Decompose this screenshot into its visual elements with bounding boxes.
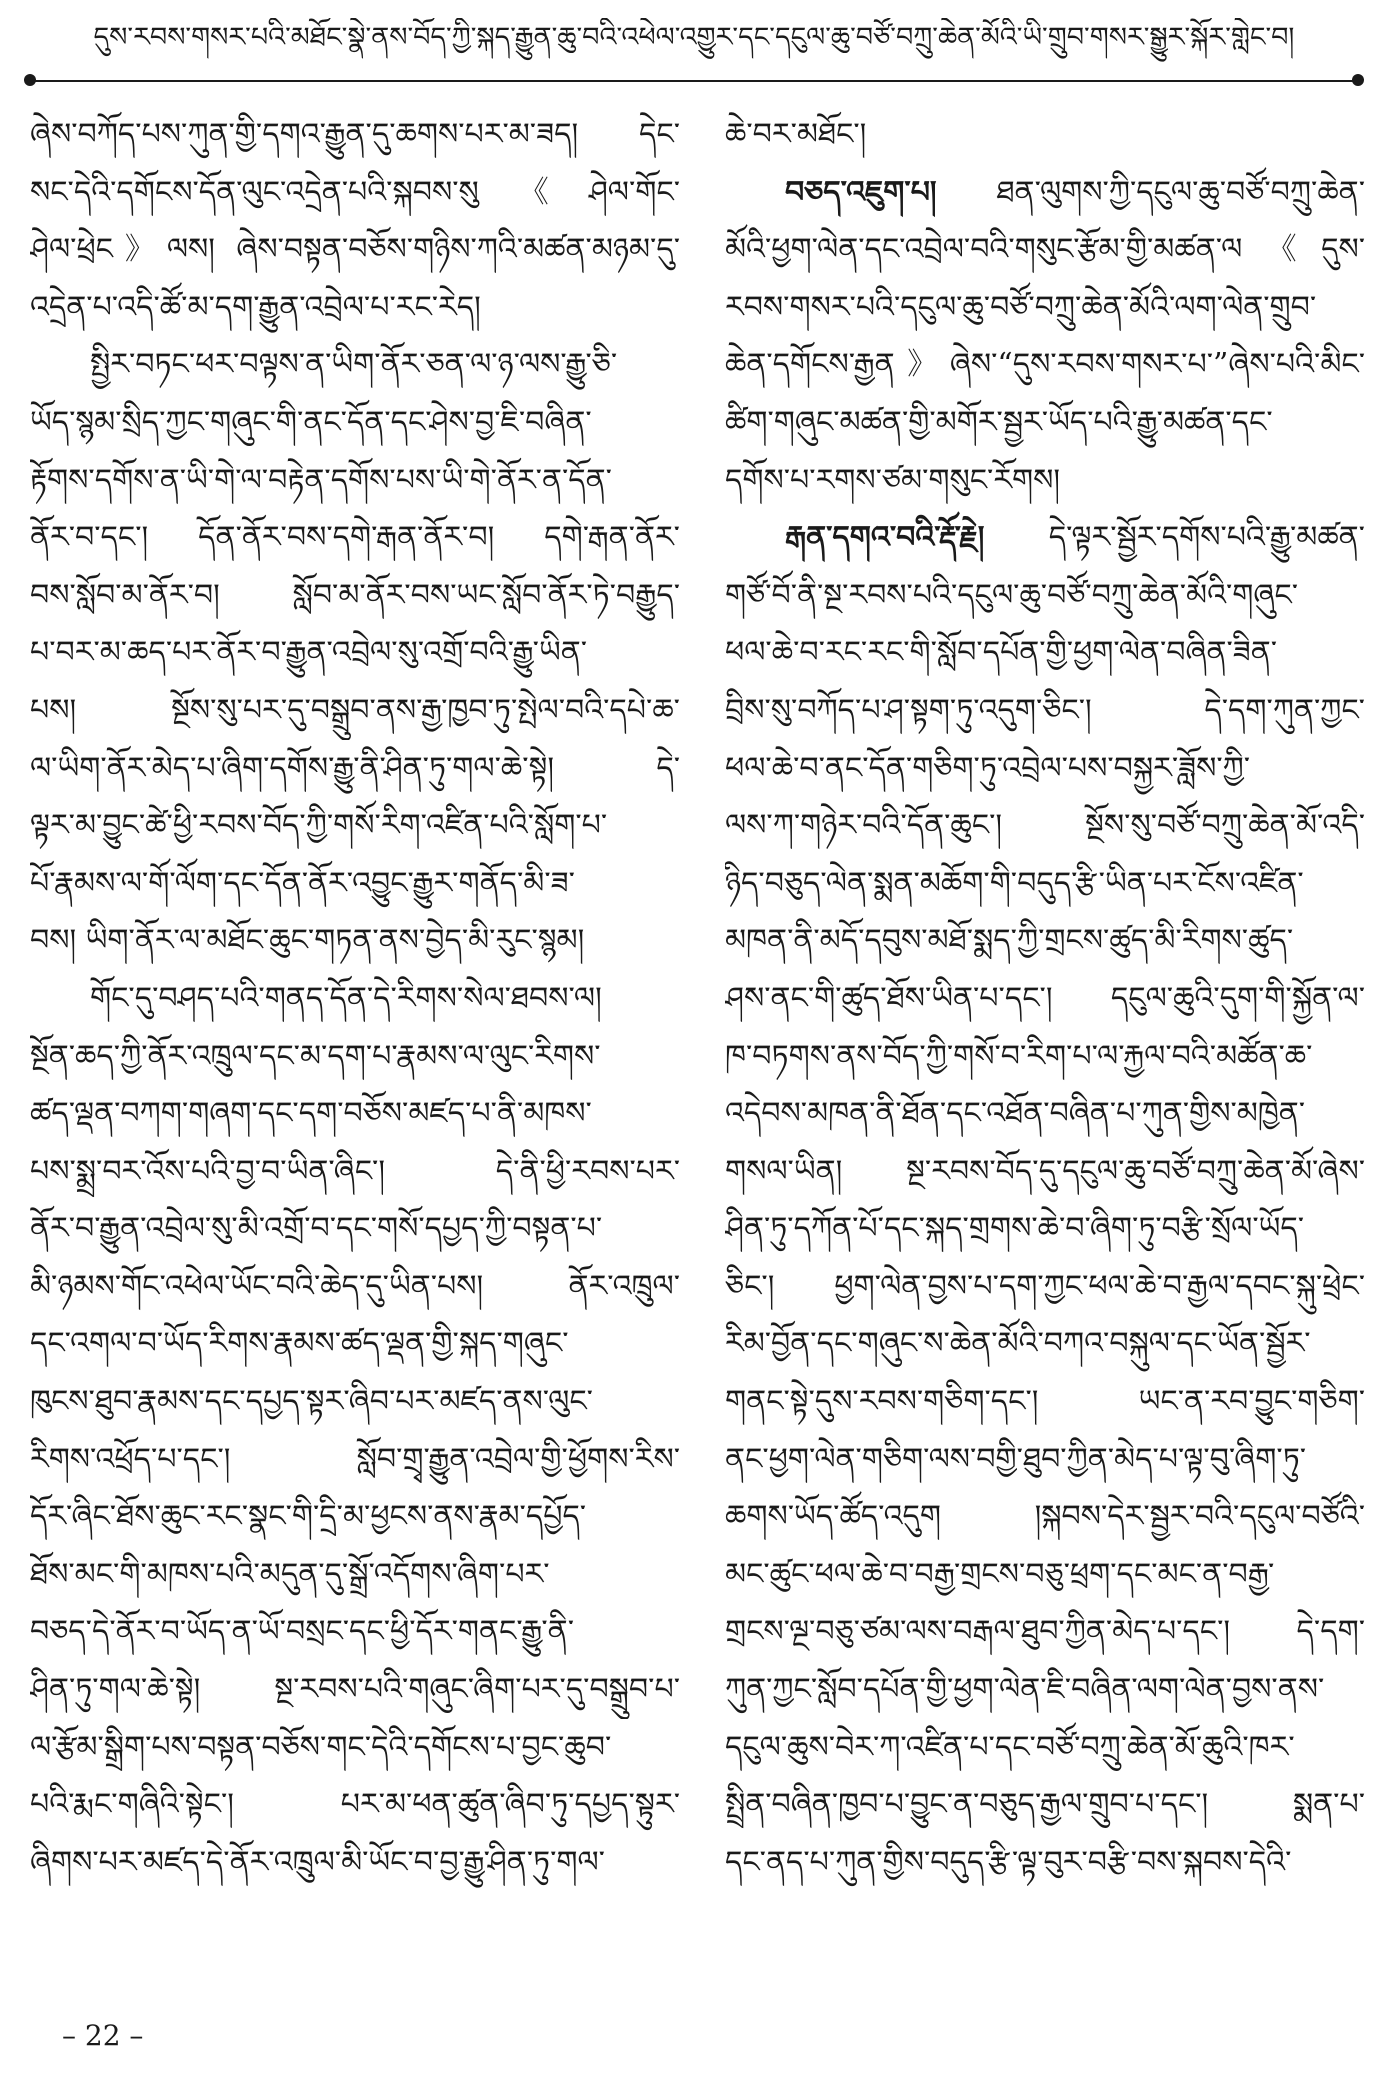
left-column-line: མི་ཉམས་གོང་འཕེལ་ཡོང་བའི་ཆེད་དུ་ཡིན་པས། ནོར་འཁྲུལ་	[30, 1268, 680, 1304]
left-column-line: ཚད་ལྡན་བཀག་གཞག་དང་དག་བཅོས་མཛད་པ་ནི་མཁས་	[30, 1096, 592, 1132]
right-column-line: རབས་གསར་པའི་དངུལ་ཆུ་བཙོ་བཀྲུ་ཆེན་མོའི་ལག་ལེན་གྲུབ་	[725, 289, 1317, 325]
left-column-line: བས་སློབ་མ་ནོར་བ། སློབ་མ་ནོར་བས་ཡང་སློབ་ནོར་ཏེ་བརྒྱུད་	[30, 577, 680, 613]
left-column-line: སྔོན་ཆད་ཀྱི་ནོར་འཁྲུལ་དང་མ་དག་པ་རྣམས་ལ་ལུང་རིགས་	[30, 1038, 601, 1074]
right-column-line: ཆེན་དགོངས་རྒྱན》ཞེས་“དུས་རབས་གསར་པ་”ཞེས་པའི་མིང་	[725, 347, 1365, 383]
left-column-line: ནོར་བ་རྒྱུན་འབྲེལ་སུ་མི་འགྲོ་བ་དང་གསོ་དཔྱད་ཀྱི་བསྟན་པ་	[30, 1211, 603, 1247]
left-column-line: པོ་རྣམས་ལ་གོ་ལོག་དང་དོན་ནོར་འབྱུང་རྒྱུར་གནོད་མི་ཟ་	[30, 865, 575, 901]
left-column-line: གོང་དུ་བཤད་པའི་གནད་དོན་དེ་རིགས་སེལ་ཐབས་ལ།	[90, 980, 602, 1016]
left-column-line: ཤིན་ཏུ་གལ་ཆེ་སྟེ། སྔ་རབས་པའི་གཞུང་ཞིག་པར་དུ་བསྒྲུབ་པ་	[30, 1672, 680, 1708]
right-column-line: གསལ་ཡིན། སྔ་རབས་བོད་དུ་དངུལ་ཆུ་བཙོ་བཀྲུ་ཆེན་མོ་ཞེས་	[725, 1153, 1365, 1189]
right-column-line: ཕལ་ཆེ་བ་ནང་དོན་གཅིག་ཏུ་འབྲེལ་པས་བསྐྱར་ཟློས་ཀྱི་	[725, 750, 1251, 786]
header-rule-dot-right	[1352, 74, 1364, 86]
section-lead-heading: བཅད་འཇུག་པ།	[785, 174, 937, 210]
right-column-line: རིམ་བྱོན་དང་གཞུང་ས་ཆེན་མོའི་བཀའ་བསྐུལ་དང་ཡོན་སྦྱོར་	[725, 1326, 1311, 1362]
left-column-line: ཞིགས་པར་མཛད་དེ་ནོར་འཁྲུལ་མི་ཡོང་བ་བྱ་རྒྱུ་ཤིན་ཏུ་གལ་	[30, 1844, 605, 1880]
right-column-line: དངུལ་ཆུས་བེར་ཀ་འཛིན་པ་དང་བཙོ་བཀྲུ་ཆེན་མོ་ཆུའི་ཁར་	[725, 1729, 1295, 1765]
right-column-line: ཁ་བཏགས་ནས་བོད་ཀྱི་གསོ་བ་རིག་པ་ལ་རྐྱལ་བའི་མཚོན་ཆ་	[725, 1038, 1313, 1074]
right-column-line: མཁན་ནི་མདོ་དབུས་མཐོ་སྨད་ཀྱི་གྲངས་ཚུད་མི་རིགས་ཚུད་	[725, 923, 1294, 959]
left-column-line: ཐོས་མང་གི་མཁས་པའི་མདུན་དུ་སྒྲོ་འདོགས་ཞིག་པར་	[30, 1556, 550, 1592]
left-column-line: ལ་རྩོམ་སྒྲིག་པས་བསྟན་བཅོས་གང་དེའི་དགོངས་པ་བྱང་ཆུབ་	[30, 1729, 612, 1765]
left-column-line: དང་འགལ་བ་ཡོད་རིགས་རྣམས་ཚད་ལྡན་གྱི་སྐད་གཞུང་	[30, 1326, 569, 1362]
right-column-line: དང་ནད་པ་ཀུན་གྱིས་བདུད་རྩི་ལྟ་བུར་བརྩི་བས་སྐབས་དེའི་	[725, 1844, 1292, 1880]
header-rule	[30, 80, 1358, 82]
right-column-line: བཅད་འཇུག་པ། ཐན་ལུགས་ཀྱི་དངུལ་ཆུ་བཙོ་བཀྲུ་ཆེན་	[785, 174, 1365, 210]
right-column-line: ཚིག་གཞུང་མཚན་གྱི་མགོར་སྦྱར་ཡོད་པའི་རྒྱུ་མཚན་དང་	[725, 404, 1273, 440]
right-column-line: རྒན་དགའ་བའི་རྡོ་རྗེ། དེ་ལྟར་སྦྱོར་དགོས་པའི་རྒྱུ་མཚན་	[785, 520, 1365, 556]
right-column-line: ཤས་ནང་གི་ཚུད་ཐོས་ཡིན་པ་དང་། དངུལ་ཆུའི་དུག་གི་སྐྱོན་ལ་	[725, 980, 1365, 1016]
right-column-line: ཅིང་། ཕྱག་ལེན་བྱས་པ་དག་ཀྱང་ཕལ་ཆེ་བ་རྒྱལ་དབང་སྐུ་ཕྲེང་	[725, 1268, 1365, 1304]
left-column-line: ཞེས་བཀོད་པས་ཀུན་གྱི་དགའ་རྒྱུན་དུ་ཆགས་པར་མ་ཟད། དེང་	[30, 117, 680, 152]
right-column-line: ཆགས་ཡོད་ཚོད་འདུག །སྐབས་དེར་སྦྱར་བའི་དངུལ་བཙོའི་	[725, 1499, 1365, 1535]
right-column-line: དགོས་པ་རགས་ཙམ་གསུང་རོགས།	[725, 462, 1061, 498]
right-column-line: ཤིན་ཏུ་དཀོན་པོ་དང་སྐད་གྲགས་ཆེ་བ་ཞིག་ཏུ་བརྩི་སྲོལ་ཡོད་	[725, 1211, 1305, 1247]
right-column-line: བྲིས་སུ་བཀོད་པ་ཤ་སྟག་ཏུ་འདུག་ཅིང་། དེ་དག་ཀུན་ཀྱང་	[725, 692, 1365, 728]
left-column-line: བས། ཡིག་ནོར་ལ་མཐོང་ཆུང་གཏན་ནས་བྱེད་མི་རུང་སྙམ།	[30, 923, 585, 959]
right-column-line: ཆེ་བར་མཐོང་།	[725, 117, 867, 152]
right-column-line: ལས་ཀ་གཉེར་བའི་དོན་ཆུང་། སྔོས་སུ་བཙོ་བཀྲུ་ཆེན་མོ་འདི་	[725, 808, 1365, 844]
right-column-line: ཀུན་ཀྱང་སློབ་དཔོན་གྱི་ཕྱག་ལེན་ཇི་བཞིན་ལག་ལེན་བྱས་ནས་	[725, 1672, 1325, 1708]
left-column-line: སང་དེའི་དགོངས་དོན་ལུང་འདྲེན་པའི་སྐབས་སུ《ཤེལ་གོང་	[30, 174, 680, 210]
left-column-line: སྤྱིར་བཏང་ཕར་བལྟས་ན་ཡིག་ནོར་ཅན་ལ་ཉ་ལས་རྒྱུ་ཅི་	[90, 347, 618, 383]
left-column-line: པས། སྔོས་སུ་པར་དུ་བསྒྲུབ་ནས་རྒྱ་ཁྱབ་ཏུ་སྤེལ་བའི་དཔེ་ཆ་	[30, 692, 680, 728]
left-column-line: ལ་ཡིག་ནོར་མེད་པ་ཞིག་དགོས་རྒྱུ་ནི་ཤིན་ཏུ་གལ་ཆེ་སྟེ། དེ་	[30, 750, 680, 786]
running-header: དུས་རབས་གསར་པའི་མཐོང་སྣེ་ནས་བོད་ཀྱི་སྐད་རྒྱུན་ཆུ་བའི་འཕེལ་འགྱུར་དང་དངུལ་ཆུ་བཙོ་བཀྲུ་ཆེན་མོའི་ཡི་གྲུབ་གསར་སྒྱུར་སྐོར་གླེང་བ།	[93, 22, 1295, 53]
left-column	[30, 106, 680, 1966]
left-column-line: ཡོད་སྙམ་སྲིད་ཀྱང་གཞུང་གི་ནང་དོན་དང་ཤེས་བྱ་ཇི་བཞིན་	[30, 404, 592, 440]
right-column-line: ཕལ་ཆེ་བ་རང་རང་གི་སློབ་དཔོན་གྱི་ཕྱག་ལེན་བཞིན་ཟིན་	[725, 635, 1278, 671]
left-column-line: ལྟར་མ་བྱུང་ཚེ་ཕྱི་རབས་བོད་ཀྱི་གསོ་རིག་འཛིན་པའི་སློག་པ་	[30, 808, 608, 844]
left-column-line: བཅད་དེ་ནོར་བ་ཡོད་ན་ཡོ་བསྲང་དང་ཕྱི་དོར་གནང་རྒྱུ་ནི་	[30, 1614, 574, 1650]
page-number: – 22 –	[62, 2019, 144, 2052]
left-column-line: དོར་ཞིང་ཐོས་ཆུང་རང་སྣང་གི་དྲི་མ་ཕྱངས་ནས་རྣམ་དཔྱོད་	[30, 1499, 587, 1535]
right-column-line: མོའི་ཕྱག་ལེན་དང་འབྲེལ་བའི་གསུང་རྩོམ་གྱི་མཚན་ལ《དུས་	[725, 232, 1365, 268]
right-column-line: གནང་སྟེ་དུས་རབས་གཅིག་དང་། ཡང་ན་རབ་བྱུང་གཅིག་	[725, 1384, 1365, 1420]
left-column-line: པས་སྨྲ་བར་འོས་པའི་བྱ་བ་ཡིན་ཞིང་། དེ་ནི་ཕྱི་རབས་པར་	[30, 1153, 680, 1189]
right-column-line: ནང་ཕྱག་ལེན་གཅིག་ལས་བགྱི་ཐུབ་ཀྱིན་མེད་པ་ལྟ་བུ་ཞིག་ཏུ་	[725, 1441, 1307, 1477]
section-lead-heading: རྒན་དགའ་བའི་རྡོ་རྗེ།	[785, 520, 985, 556]
right-column-line: འདེབས་མཁན་ནི་ཐོན་དང་འཐོན་བཞིན་པ་ཀུན་གྱིས་མཁྱེན་	[725, 1096, 1306, 1132]
left-column-line: ནོར་བ་དང་། དོན་ནོར་བས་དགེ་རྒན་ནོར་བ། དགེ་རྒན་ནོར་	[30, 520, 680, 556]
right-column-line: གྲངས་ལྔ་བཅུ་ཙམ་ལས་བརྒལ་ཐུབ་ཀྱིན་མེད་པ་དང་། དེ་དག་	[725, 1614, 1365, 1650]
left-column-line: ཁུངས་ཐུབ་རྣམས་དང་དཔྱད་སྟར་ཞིབ་པར་མཛད་ནས་ལུང་	[30, 1384, 593, 1420]
right-column-line: གཙོ་བོ་ནི་སྔ་རབས་པའི་དངུལ་ཆུ་བཙོ་བཀྲུ་ཆེན་མོའི་གཞུང་	[725, 577, 1299, 613]
right-column-line: ཉིད་བཅུད་ལེན་སྨན་མཆོག་གི་བདུད་རྩི་ཡིན་པར་ངོས་འཛིན་	[725, 865, 1304, 901]
left-column-line: ཤེལ་ཕྲེང》ལས། ཞེས་བསྟན་བཅོས་གཉིས་ཀའི་མཚན་མཉམ་དུ་	[30, 232, 680, 268]
right-column	[725, 106, 1365, 1966]
right-column-line: སྤྲིན་བཞིན་ཁྱབ་པ་བྱུང་ན་བཅུད་རྒྱལ་གྲུབ་པ་དང་། སྨན་པ་	[725, 1787, 1365, 1823]
left-column-line: འདྲེན་པ་འདི་ཚོ་མ་དག་རྒྱུན་འབྲེལ་པ་རང་རེད།	[30, 289, 481, 325]
right-column-line: མང་ཚུང་ཕལ་ཆེ་བ་བརྒྱ་གྲངས་བཅུ་ཕྲག་དང་མང་ན་བརྒྱ་	[725, 1556, 1275, 1592]
left-column-line: པ་བར་མ་ཆད་པར་ནོར་བ་རྒྱུན་འབྲེལ་སུ་འགྲོ་བའི་རྒྱུ་ཡིན་	[30, 635, 588, 671]
left-column-line: རྟོགས་དགོས་ན་ཡི་གེ་ལ་བརྟེན་དགོས་པས་ཡི་གེ་ནོར་ན་དོན་	[30, 462, 612, 498]
left-column-line: རིགས་འཕྲོད་པ་དང་། སློབ་གྲྭ་རྒྱུན་འབྲེལ་གྱི་ཕྱོགས་རིས་	[30, 1441, 680, 1477]
left-column-line: པའི་རྨང་གཞིའི་སྟེང་། པར་མ་ཕན་ཚུན་ཞིབ་ཏུ་དཔྱད་སྟུར་	[30, 1787, 680, 1823]
